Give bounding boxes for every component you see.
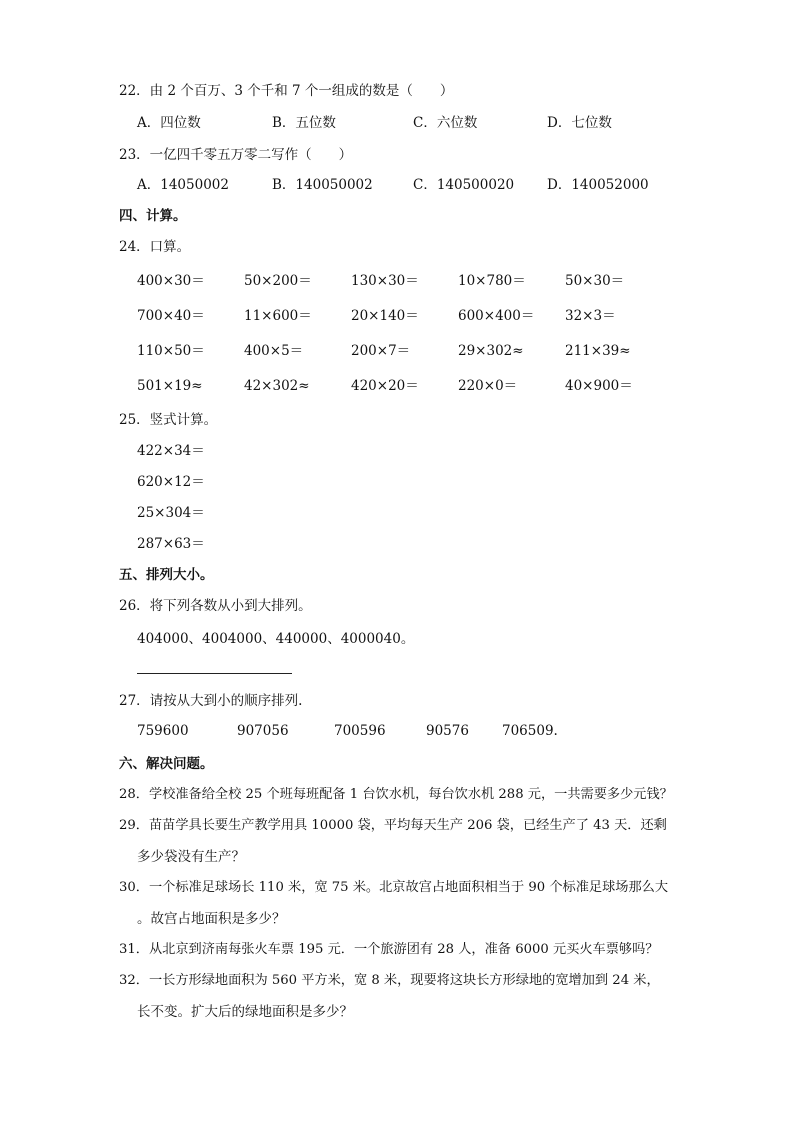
question-23-stem: 23．一亿四千零五万零二写作（ ） (119, 147, 353, 163)
oral-calc-item: 10×780＝ (458, 273, 526, 289)
oral-calc-item: 42×302≈ (244, 378, 310, 394)
question-22-stem: 22．由 2 个百万、3 个千和 7 个一组成的数是（ ） (119, 83, 454, 99)
question-31-text: 31．从北京到济南每张火车票 195 元．一个旅游团有 28 人，准备 6000 元买火车票够吗？ (119, 942, 659, 957)
question-22-option-c: C．六位数 (413, 115, 478, 131)
question-27-number: 907056 (237, 723, 289, 739)
section-5-heading: 五、排列大小。 (119, 567, 214, 583)
oral-calc-item: 130×30＝ (351, 273, 419, 289)
question-27-number: 700596 (334, 723, 386, 739)
oral-calc-item: 50×200＝ (244, 273, 312, 289)
question-28-text: 28．学校准备给全校 25 个班每班配备 1 台饮水机，每台饮水机 288 元，一共需要多少元钱？ (119, 787, 673, 802)
question-26-stem: 26．将下列各数从小到大排列。 (119, 598, 312, 614)
question-32-line-2: 长不变。扩大后的绿地面积是多少？ (137, 1004, 353, 1020)
question-29-line-1: 29．苗苗学具长要生产教学用具 10000 袋，平均每天生产 206 袋，已经生产了 43 天．还剩 (119, 818, 667, 833)
question-23-option-d: D．140052000 (547, 177, 649, 193)
oral-calc-item: 400×5＝ (244, 343, 304, 359)
oral-calc-item: 700×40＝ (137, 308, 205, 324)
question-27-stem: 27．请按从大到小的顺序排列. (119, 693, 303, 709)
question-23-option-a: A．14050002 (137, 177, 229, 193)
question-30-line-2: 。故宫占地面积是多少？ (137, 911, 286, 927)
oral-calc-item: 110×50＝ (137, 343, 205, 359)
oral-calc-item: 32×3＝ (565, 308, 616, 324)
oral-calc-item: 11×600＝ (244, 308, 312, 324)
oral-calc-item: 501×19≈ (137, 378, 203, 394)
question-23-option-c: C．140500020 (413, 177, 515, 193)
question-27-number: 759600 (137, 723, 189, 739)
oral-calc-item: 400×30＝ (137, 273, 205, 289)
oral-calc-item: 600×400＝ (458, 308, 535, 324)
question-22-option-a: A．四位数 (137, 115, 201, 131)
oral-calc-item: 200×7＝ (351, 343, 411, 359)
oral-calc-item: 420×20＝ (351, 378, 419, 394)
question-22-option-b: B．五位数 (272, 115, 336, 131)
answer-blank-line (137, 673, 292, 674)
oral-calc-item: 50×30＝ (565, 273, 625, 289)
vertical-calc-item: 287×63＝ (137, 536, 205, 552)
oral-calc-item: 20×140＝ (351, 308, 419, 324)
question-32-line-1: 32．一长方形绿地面积为 560 平方米，宽 8 米，现要将这块长方形绿地的宽增加到 24 米， (119, 973, 660, 988)
section-4-heading: 四、计算。 (119, 208, 187, 224)
oral-calc-item: 211×39≈ (565, 343, 631, 359)
question-24-stem: 24．口算。 (119, 239, 191, 255)
question-30-line-1: 30．一个标准足球场长 110 米，宽 75 米。北京故宫占地面积相当于 90 个标准足球场那么大 (119, 880, 669, 895)
question-25-stem: 25．竖式计算。 (119, 412, 218, 428)
oral-calc-item: 40×900＝ (565, 378, 633, 394)
question-27-number: 706509. (502, 723, 558, 739)
section-6-heading: 六、解决问题。 (119, 756, 214, 772)
vertical-calc-item: 620×12＝ (137, 474, 205, 490)
question-26-numbers: 404000、4004000、440000、4000040。 (137, 631, 415, 647)
vertical-calc-item: 25×304＝ (137, 505, 205, 521)
question-29-line-2: 多少袋没有生产？ (137, 849, 245, 865)
question-23-option-b: B．140050002 (272, 177, 373, 193)
question-27-number: 90576 (426, 723, 469, 739)
oral-calc-item: 220×0＝ (458, 378, 518, 394)
oral-calc-item: 29×302≈ (458, 343, 524, 359)
vertical-calc-item: 422×34＝ (137, 443, 205, 459)
question-22-option-d: D．七位数 (547, 115, 612, 131)
